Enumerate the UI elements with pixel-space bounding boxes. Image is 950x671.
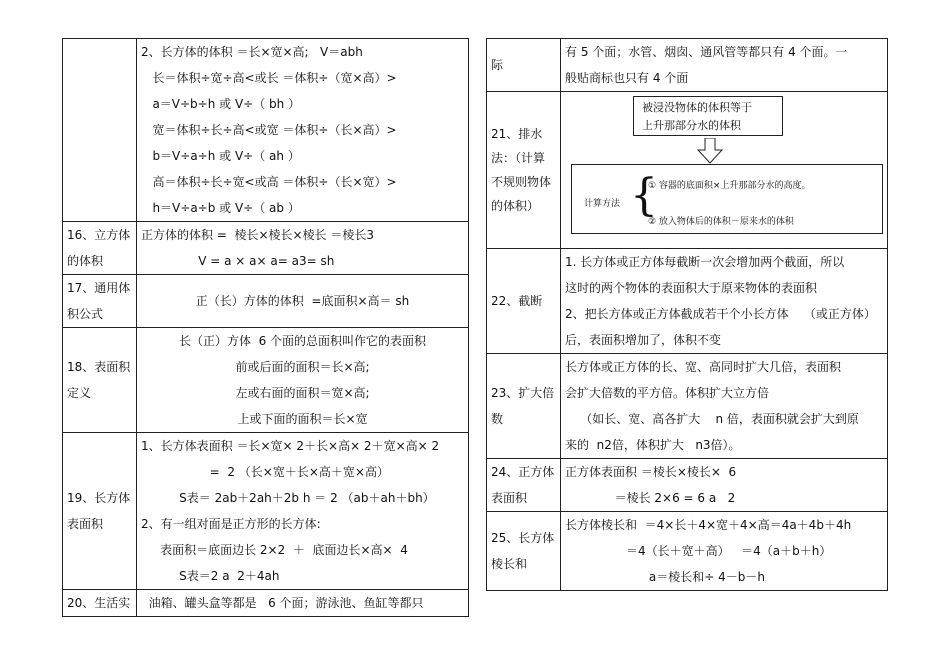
content-line: a＝棱长和÷ 4－b－h	[565, 570, 765, 584]
content-line: h＝V÷a÷b 或 V÷（ ab ）	[141, 201, 300, 215]
row-content	[137, 275, 469, 328]
row-label	[63, 39, 137, 222]
content-line: 般贴商标也只有 4 个面	[565, 71, 689, 85]
content-line: 来的 n2倍，体积扩大 n3倍）。	[565, 438, 741, 452]
table-row	[63, 275, 469, 328]
method-one: ① 容器的底面积×上升那部分水的高度。	[648, 181, 811, 191]
table-row	[487, 92, 888, 249]
row-content	[561, 459, 888, 512]
content-line: 2、把长方体或正方体截成若干个小长方体 （或正方体）	[565, 307, 876, 321]
formula-table-right	[486, 38, 888, 591]
row-label: 16、立方体的体积	[63, 222, 137, 275]
row-label: 25、长方体棱长和	[487, 512, 561, 591]
table-row	[487, 39, 888, 92]
content-line: 2、有一组对面是正方形的长方体:	[141, 517, 321, 531]
row-label: 24、正方体表面积	[487, 459, 561, 512]
row-content	[561, 249, 888, 354]
row-label: 23、扩大倍数	[487, 354, 561, 459]
table-row	[487, 512, 888, 591]
content-line: 正方体的体积 = 棱长×棱长×棱长 ＝棱长3	[141, 228, 375, 242]
content-line: 1. 长方体或正方体每截断一次会增加两个截面，所以	[565, 255, 845, 269]
content-line: （如长、宽、高各扩大 n 倍，表面积就会扩大到原	[565, 412, 859, 426]
calc-method-label: 计算方法	[584, 199, 621, 209]
content-line: 长＝体积÷宽÷高<或长 ＝体积÷（宽×高）>	[141, 71, 397, 85]
content-line: 正（长）方体的体积 =底面积×高＝ sh	[195, 294, 410, 308]
content-line: 左或右面的面积＝宽×高;	[235, 386, 370, 400]
row-label: 18、表面积定义	[63, 328, 137, 433]
content-line: a＝V÷b÷h 或 V÷（ bh ）	[141, 97, 301, 111]
content-line: = 2 （长×宽＋长×高＋宽×高）	[141, 465, 389, 479]
row-label: 际	[487, 39, 561, 92]
row-label: 21、排水法：（计算不规则物体的体积）	[487, 92, 561, 249]
row-content	[137, 222, 469, 275]
content-line: S表＝2 a 2＋4ah	[141, 569, 280, 583]
content-line: 会扩大倍数的平方倍。体积扩大立方倍	[565, 386, 770, 400]
formula-table-left	[62, 38, 469, 617]
content-line: 长方体棱长和 ＝4×长＋4×宽＋4×高＝4a＋4b＋4h	[565, 518, 852, 532]
box-line: 被浸没物体的体积等于	[642, 101, 752, 114]
content-line: ＝4（长＋宽＋高） ＝4（a＋b＋h）	[565, 544, 832, 558]
content-line: 油箱、罐头盒等都是 6 个面；游泳池、鱼缸等都只	[141, 596, 424, 610]
drainage-diagram	[565, 92, 883, 248]
content-line: 1、长方体表面积 ＝长×宽× 2＋长×高× 2＋宽×高× 2	[141, 439, 440, 453]
table-row	[63, 39, 469, 222]
row-label: 22、截断	[487, 249, 561, 354]
method-two: ② 放入物体后的体积－原来水的体积	[648, 217, 794, 227]
content-line: 上或下面的面积＝长×宽	[237, 412, 368, 426]
content-line: ＝棱长 2×6 = 6 a 2	[565, 491, 736, 505]
content-line: V = a × a× a= a3= sh	[141, 254, 335, 268]
table-row	[63, 590, 469, 617]
content-line: 这时的两个物体的表面积大于原来物体的表面积	[565, 281, 818, 295]
table-row	[487, 249, 888, 354]
content-line: 高＝体积÷长÷宽<或高 ＝体积÷（长×宽）>	[141, 175, 397, 189]
content-line: 长方体或正方体的长、宽、高同时扩大几倍，表面积	[565, 360, 842, 374]
content-line: b＝V÷a÷h 或 V÷（ ah ）	[141, 149, 300, 163]
down-arrow-icon	[697, 138, 723, 164]
content-line: S表＝ 2ab＋2ah＋2b h ＝ 2 （ab＋ah＋bh）	[141, 491, 435, 505]
table-row	[63, 222, 469, 275]
row-label: 19、长方体表面积	[63, 433, 137, 590]
content-line: 宽＝体积÷长÷高<或宽 ＝体积÷（长×高）>	[141, 123, 397, 137]
table-row	[487, 459, 888, 512]
row-content	[137, 328, 469, 433]
row-label: 17、通用体积公式	[63, 275, 137, 328]
row-content	[561, 512, 888, 591]
row-content	[561, 92, 888, 249]
content-line: 前或后面的面积＝长×高;	[235, 360, 370, 374]
content-line: 长（正）方体 6 个面的总面积叫作它的表面积	[178, 334, 427, 348]
row-content	[137, 39, 469, 222]
table-row	[63, 433, 469, 590]
content-line: 正方体表面积 ＝棱长×棱长× 6	[565, 465, 737, 479]
calculation-methods-box	[571, 164, 883, 234]
table-row	[487, 354, 888, 459]
row-content	[561, 39, 888, 92]
row-label: 20、生活实	[63, 590, 137, 617]
content-line: 有 5 个面；水管、烟囱、通风管等都只有 4 个面。一	[565, 45, 848, 59]
content-line: 表面积＝底面边长 2×2 ＋ 底面边长×高× 4	[141, 543, 408, 557]
row-content	[561, 354, 888, 459]
row-content	[137, 590, 469, 617]
volume-equivalence-box	[633, 96, 783, 136]
content-line: 2、长方体的体积 ＝长×宽×高; V＝abh	[141, 45, 363, 59]
box-line: 上升那部分水的体积	[642, 119, 741, 132]
table-row	[63, 328, 469, 433]
row-content	[137, 433, 469, 590]
brace-icon: {	[630, 170, 658, 221]
content-line: 后，表面积增加了，体积不变	[565, 333, 722, 347]
